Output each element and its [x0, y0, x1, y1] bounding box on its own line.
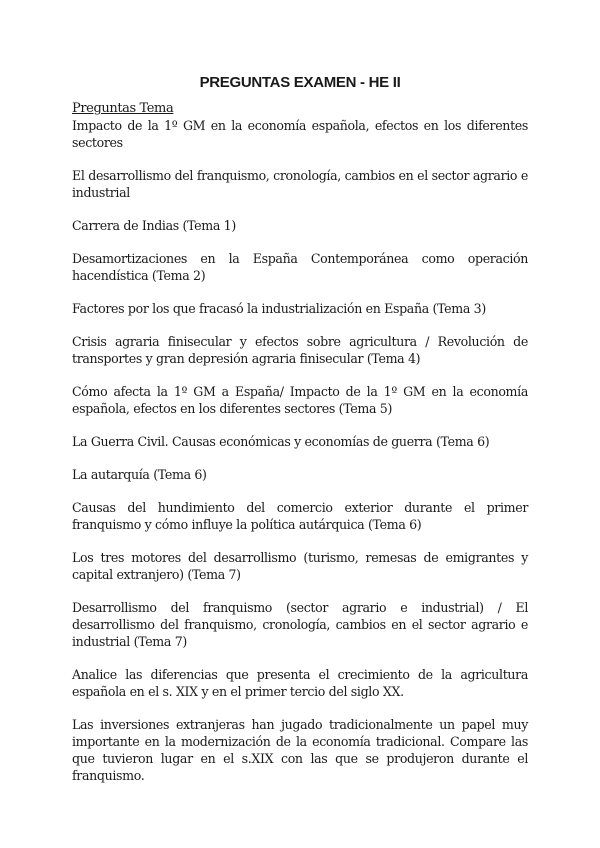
question-item: Crisis agraria finisecular y efectos sobre agricultura / Revolución de transportes y gran depresión agraria finisecular (Tema 4)	[72, 334, 528, 366]
question-item: Desamortizaciones en la España Contemporánea como operación hacendística (Tema 2)	[72, 251, 528, 283]
question-list	[72, 117, 528, 784]
question-item: El desarrollismo del franquismo, cronología, cambios en el sector agrario e industrial	[72, 168, 528, 200]
question-item: Causas del hundimiento del comercio exterior durante el primer franquismo y cómo influye la política autárquica (Tema 6)	[72, 500, 528, 532]
question-item: Analice las diferencias que presenta el crecimiento de la agricultura española en el s. XIX y en el primer tercio del siglo XX.	[72, 667, 528, 699]
question-item: Factores por los que fracasó la industrialización en España (Tema 3)	[72, 301, 486, 316]
question-item: Carrera de Indias (Tema 1)	[72, 218, 236, 233]
question-item: Los tres motores del desarrollismo (turismo, remesas de emigrantes y capital extranjero) (Tema 7)	[72, 550, 528, 582]
section-label: Preguntas Tema	[72, 101, 174, 116]
question-item: Las inversiones extranjeras han jugado tradicionalmente un papel muy importante en la modernización de la economía tradicional. Compare las que tuvieron lugar en el s.XIX con las que se produjeron durante el franquismo.	[72, 717, 528, 783]
question-item: Desarrollismo del franquismo (sector agrario e industrial) / El desarrollismo del franquismo, cronología, cambios en el sector agrario e industrial (Tema 7)	[72, 600, 528, 649]
document-title: PREGUNTAS EXAMEN - HE II	[199, 74, 401, 91]
question-item: Cómo afecta la 1º GM a España/ Impacto de la 1º GM en la economía española, efectos en los diferentes sectores (Tema 5)	[72, 384, 528, 416]
question-item: Impacto de la 1º GM en la economía española, efectos en los diferentes sectores	[72, 118, 528, 150]
question-item: La Guerra Civil. Causas económicas y economías de guerra (Tema 6)	[72, 434, 490, 449]
document-page	[72, 73, 528, 800]
question-item: La autarquía (Tema 6)	[72, 467, 207, 482]
